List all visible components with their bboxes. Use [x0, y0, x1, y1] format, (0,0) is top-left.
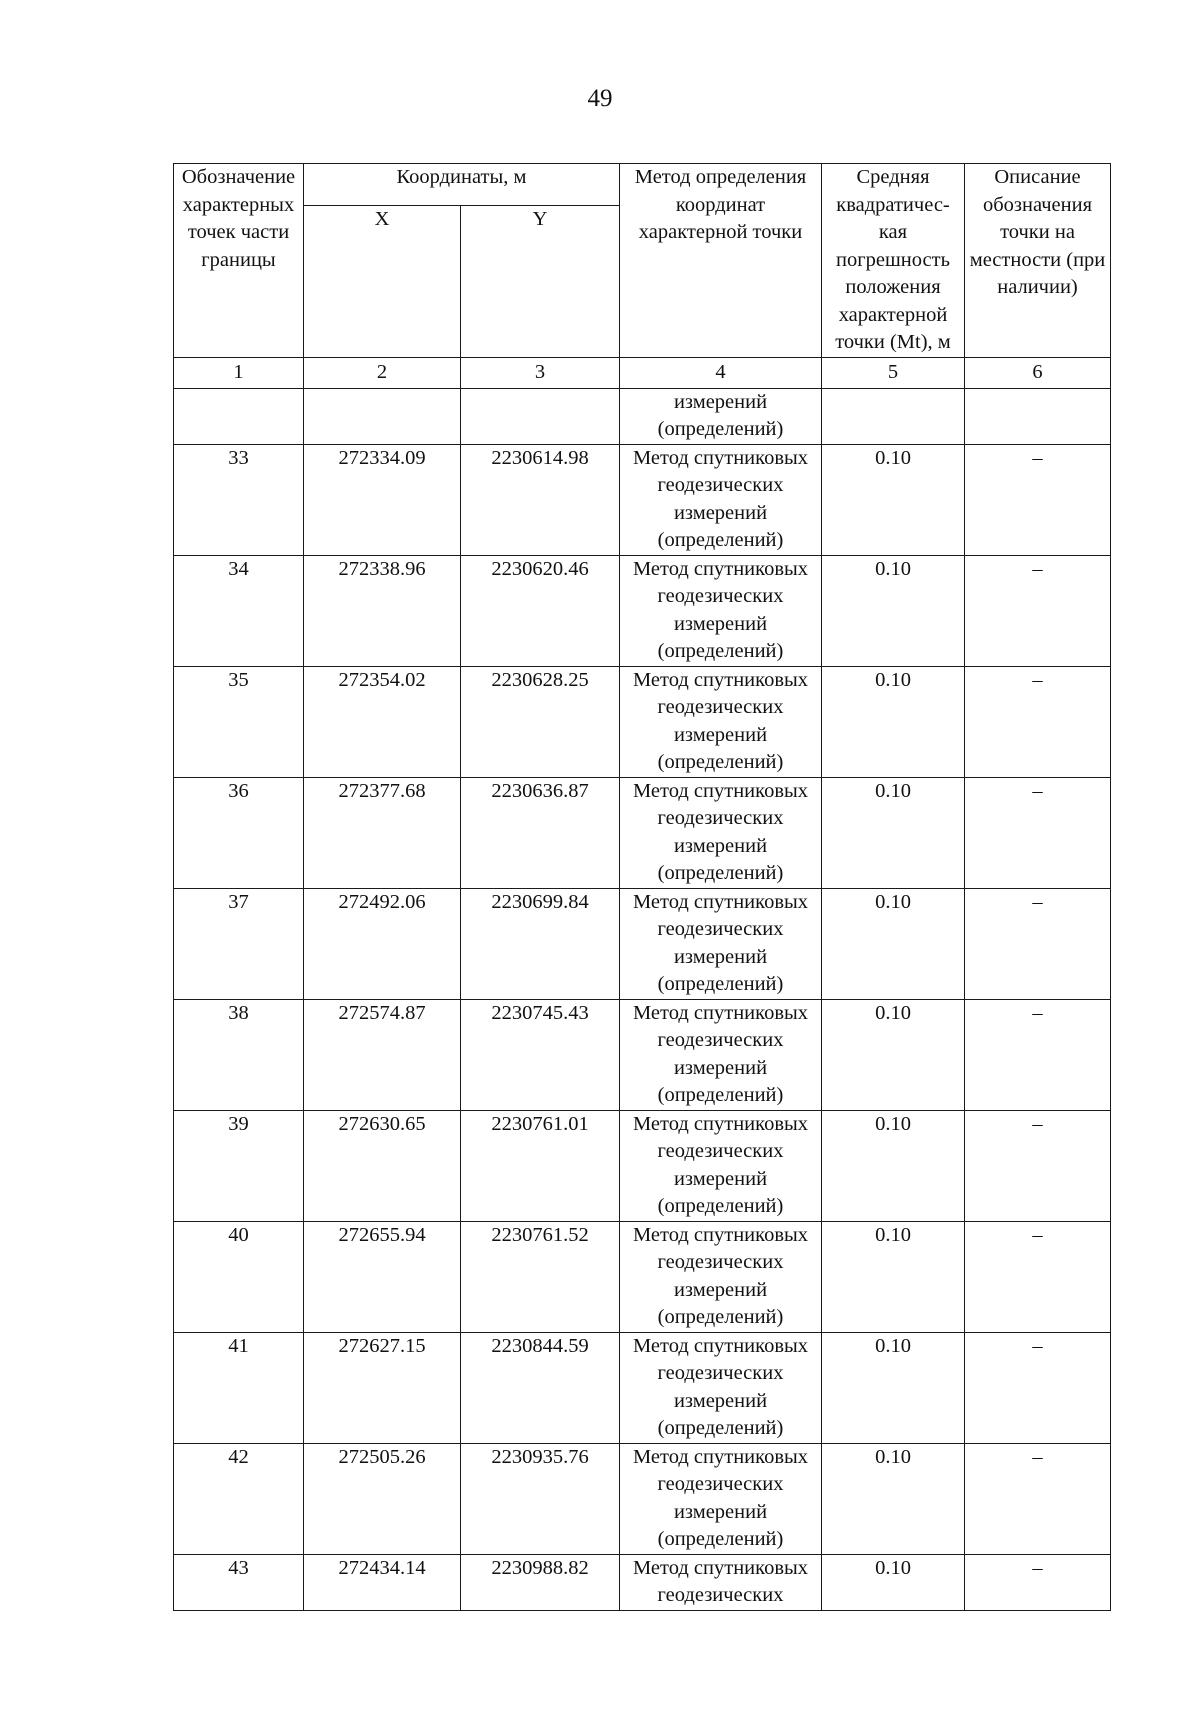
cell-x: 272338.96: [304, 555, 461, 666]
cell-method: Метод спутниковых геодезических: [620, 1554, 822, 1610]
cell-description: –: [965, 555, 1111, 666]
cell-point: 43: [174, 1554, 304, 1610]
cell-method: Метод спутниковых геодезических измерений (определений): [620, 1332, 822, 1443]
cell-x: 272354.02: [304, 666, 461, 777]
cell-error: 0.10: [822, 1332, 965, 1443]
cell-x: [304, 388, 461, 444]
cell-point: 40: [174, 1221, 304, 1332]
cell-y: 2230620.46: [461, 555, 620, 666]
cell-description: –: [965, 777, 1111, 888]
header-designation: Обозначение характерных точек части границы: [174, 164, 304, 358]
cell-point: 39: [174, 1110, 304, 1221]
cell-point: 33: [174, 444, 304, 555]
cell-description: –: [965, 1110, 1111, 1221]
cell-description: –: [965, 1554, 1111, 1610]
cell-method: Метод спутниковых геодезических измерений (определений): [620, 1110, 822, 1221]
column-number: 4: [620, 357, 822, 388]
cell-point: 41: [174, 1332, 304, 1443]
cell-x: 272655.94: [304, 1221, 461, 1332]
cell-method: Метод спутниковых геодезических измерений (определений): [620, 888, 822, 999]
cell-description: –: [965, 1221, 1111, 1332]
cell-method: Метод спутниковых геодезических измерений (определений): [620, 444, 822, 555]
column-number: 3: [461, 357, 620, 388]
column-number: 5: [822, 357, 965, 388]
cell-error: 0.10: [822, 888, 965, 999]
cell-y: 2230628.25: [461, 666, 620, 777]
column-number: 2: [304, 357, 461, 388]
cell-error: 0.10: [822, 1110, 965, 1221]
cell-error: 0.10: [822, 1221, 965, 1332]
cell-point: 42: [174, 1443, 304, 1554]
header-method: Метод определения координат характерной точки: [620, 164, 822, 358]
cell-error: 0.10: [822, 555, 965, 666]
header-x: X: [304, 206, 461, 357]
cell-point: 38: [174, 999, 304, 1110]
table-row-partial: [174, 1554, 1111, 1610]
cell-method: Метод спутниковых геодезических измерений (определений): [620, 1443, 822, 1554]
column-number-row: [174, 357, 1111, 388]
cell-point: [174, 388, 304, 444]
cell-error: [822, 388, 965, 444]
cell-description: –: [965, 1443, 1111, 1554]
cell-description: –: [965, 999, 1111, 1110]
cell-description: –: [965, 1332, 1111, 1443]
table-row: [174, 1443, 1111, 1554]
cell-y: 2230699.84: [461, 888, 620, 999]
header-y: Y: [461, 206, 620, 357]
cell-x: 272630.65: [304, 1110, 461, 1221]
cell-description: –: [965, 666, 1111, 777]
cell-point: 34: [174, 555, 304, 666]
table-header: [174, 164, 1111, 389]
table-row: [174, 1221, 1111, 1332]
cell-x: 272627.15: [304, 1332, 461, 1443]
table-row: [174, 999, 1111, 1110]
table-row: [174, 666, 1111, 777]
cell-point: 36: [174, 777, 304, 888]
header-description: Описание обозначения точки на местности (при наличии): [965, 164, 1111, 358]
cell-y: 2230745.43: [461, 999, 620, 1110]
cell-x: 272574.87: [304, 999, 461, 1110]
cell-point: 35: [174, 666, 304, 777]
table-body: [174, 388, 1111, 1610]
table-row: [174, 444, 1111, 555]
cell-error: 0.10: [822, 777, 965, 888]
cell-y: 2230988.82: [461, 1554, 620, 1610]
header-coordinates: Координаты, м: [304, 164, 620, 206]
cell-description: –: [965, 888, 1111, 999]
cell-error: 0.10: [822, 444, 965, 555]
cell-x: 272334.09: [304, 444, 461, 555]
table-row: [174, 777, 1111, 888]
coordinates-table: [173, 163, 1111, 1611]
table-row: [174, 1332, 1111, 1443]
cell-method: Метод спутниковых геодезических измерений (определений): [620, 666, 822, 777]
cell-method: Метод спутниковых геодезических измерений (определений): [620, 999, 822, 1110]
table-row: [174, 1110, 1111, 1221]
cell-error: 0.10: [822, 1554, 965, 1610]
cell-x: 272434.14: [304, 1554, 461, 1610]
table-row: [174, 888, 1111, 999]
cell-method: Метод спутниковых геодезических измерений (определений): [620, 777, 822, 888]
header-error: Средняя квадратичес-кая погрешность положения характерной точки (Mt), м: [822, 164, 965, 358]
cell-y: 2230935.76: [461, 1443, 620, 1554]
table-row: [174, 555, 1111, 666]
cell-description: –: [965, 444, 1111, 555]
page-number: 49: [587, 85, 613, 112]
cell-error: 0.10: [822, 999, 965, 1110]
cell-y: 2230761.52: [461, 1221, 620, 1332]
cell-x: 272377.68: [304, 777, 461, 888]
cell-x: 272505.26: [304, 1443, 461, 1554]
cell-method: Метод спутниковых геодезических измерений (определений): [620, 555, 822, 666]
cell-y: 2230844.59: [461, 1332, 620, 1443]
table-row-continuation: [174, 388, 1111, 444]
cell-y: 2230636.87: [461, 777, 620, 888]
cell-y: [461, 388, 620, 444]
cell-y: 2230614.98: [461, 444, 620, 555]
cell-x: 272492.06: [304, 888, 461, 999]
column-number: 6: [965, 357, 1111, 388]
cell-method: измерений (определений): [620, 388, 822, 444]
cell-error: 0.10: [822, 666, 965, 777]
cell-error: 0.10: [822, 1443, 965, 1554]
cell-point: 37: [174, 888, 304, 999]
cell-method: Метод спутниковых геодезических измерений (определений): [620, 1221, 822, 1332]
cell-description: [965, 388, 1111, 444]
column-number: 1: [174, 357, 304, 388]
cell-y: 2230761.01: [461, 1110, 620, 1221]
